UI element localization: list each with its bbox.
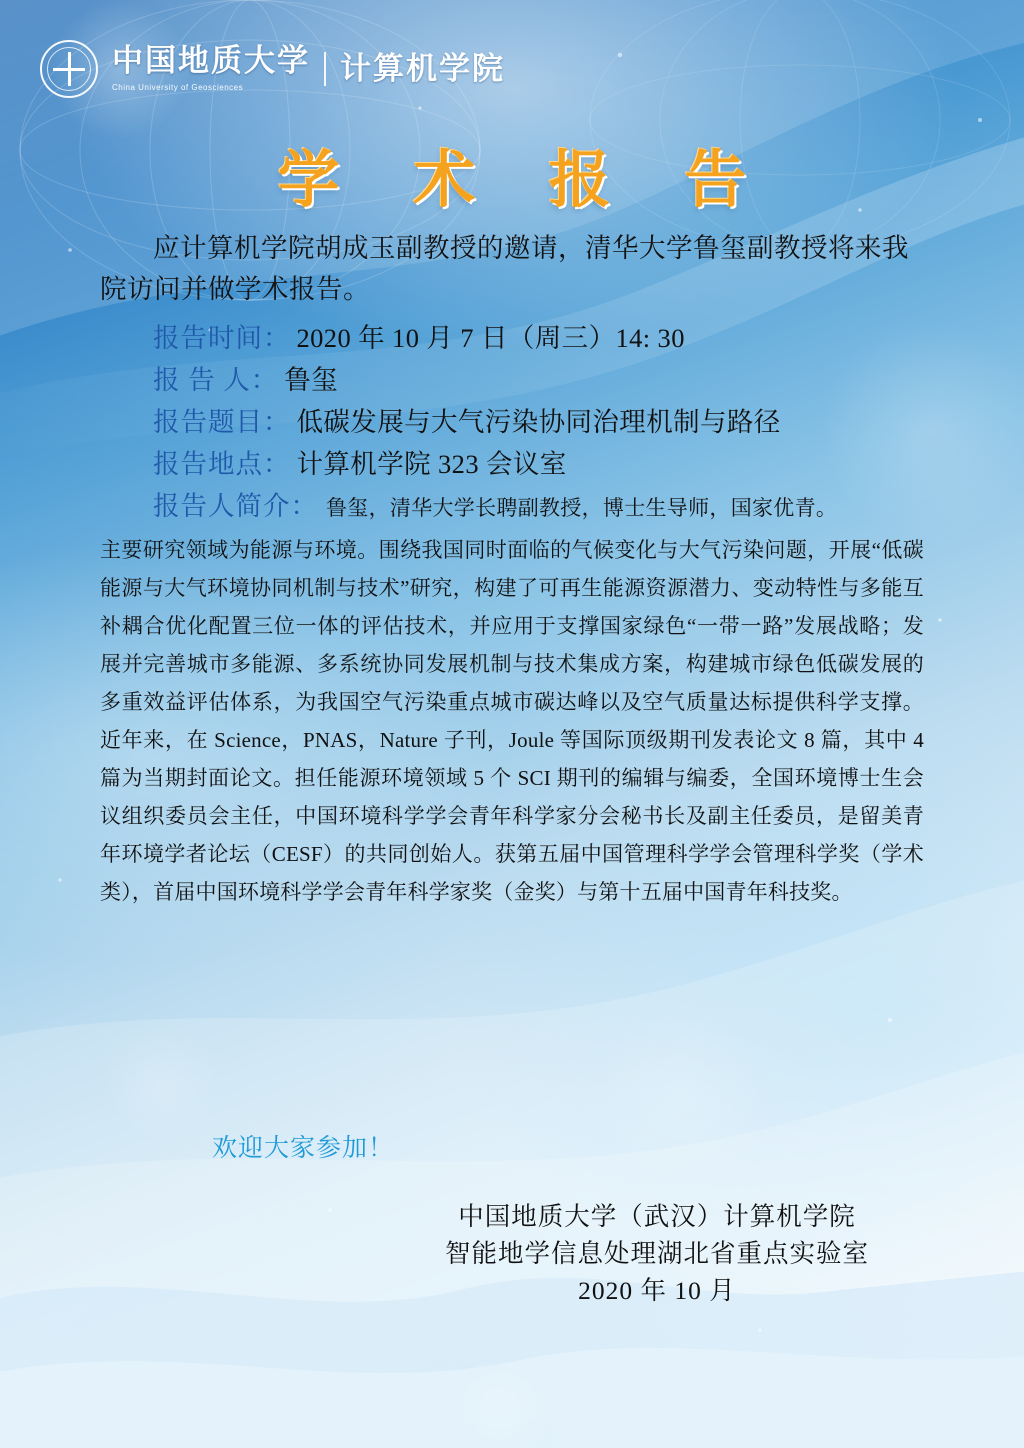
detail-fields bbox=[100, 317, 924, 911]
field-value-topic: 低碳发展与大气污染协同治理机制与路径 bbox=[296, 407, 781, 437]
poster-content bbox=[100, 228, 924, 911]
university-name-en: China University of Geosciences bbox=[112, 83, 244, 92]
header-wordmark bbox=[112, 43, 505, 92]
field-label-location: 报告地点： bbox=[153, 449, 291, 479]
field-value-time: 2020 年 10 月 7 日（周三）14: 30 bbox=[296, 323, 685, 353]
signature-line-lab: 智能地学信息处理湖北省重点实验室 bbox=[444, 1239, 869, 1268]
welcome-note: 欢迎大家参加！ bbox=[212, 1135, 395, 1162]
bio-lead-text: 鲁玺，清华大学长聘副教授，博士生导师，国家优青。 bbox=[326, 496, 838, 520]
field-row-speaker bbox=[100, 359, 924, 401]
page-title: 学 术 报 告 bbox=[277, 143, 773, 216]
signature-line-date: 2020 年 10 月 bbox=[578, 1276, 736, 1305]
field-label-bio: 报告人简介： bbox=[153, 491, 318, 521]
cug-emblem-icon bbox=[40, 40, 98, 98]
field-label-time: 报告时间： bbox=[153, 323, 291, 353]
university-name-cn: 中国地质大学 bbox=[112, 43, 310, 79]
intro-paragraph: 应计算机学院胡成玉副教授的邀请，清华大学鲁玺副教授将来我院访问并做学术报告。 bbox=[100, 233, 909, 304]
field-row-topic bbox=[100, 401, 924, 443]
department-name-cn: 计算机学院 bbox=[340, 50, 505, 87]
field-value-speaker: 鲁玺 bbox=[284, 365, 339, 395]
signature-line-organization: 中国地质大学（武汉）计算机学院 bbox=[458, 1202, 856, 1231]
bio-body-text: 主要研究领域为能源与环境。围绕我国同时面临的气候变化与大气污染问题，开展“低碳能源与大气环境协同机制与技术”研究，构建了可再生能源资源潜力、变动特性与多能互补耦合优化配置三位一体的评估技术，并应用于支撑国家绿色“一带一路”发展战略；发展并完善城市多能源、多系统协同发展机制与技术集成方案，构建城市绿色低碳发展的多重效益评估体系，为我国空气污染重点城市碳达峰以及空气质量达标提供科学支撑。近年来，在 Science，PNAS，Nature 子刊，Joule 等国际顶级期刊发表论文 8 篇，其中 4 篇为当期封面论文。担任能源环境领域 5 个 SCI 期刊的编辑与编委，全国环境博士生会议组织委员会主任，中国环境科学学会青年科学家分会秘书长及副主任委员，是留美青年环境学者论坛（CESF）的共同创始人。获第五届中国管理科学学会管理科学奖（学术类），首届中国环境科学学会青年科学家奖（金奖）与第十五届中国青年科技奖。 bbox=[100, 538, 924, 904]
field-label-topic: 报告题目： bbox=[153, 407, 291, 437]
field-row-location bbox=[100, 443, 924, 485]
signature-block bbox=[445, 1198, 869, 1309]
field-row-time bbox=[100, 317, 924, 359]
header-divider bbox=[324, 52, 326, 86]
poster-header bbox=[40, 38, 505, 100]
field-label-speaker: 报 告 人： bbox=[153, 365, 279, 395]
field-value-location: 计算机学院 323 会议室 bbox=[296, 449, 567, 479]
field-row-bio bbox=[100, 485, 924, 529]
